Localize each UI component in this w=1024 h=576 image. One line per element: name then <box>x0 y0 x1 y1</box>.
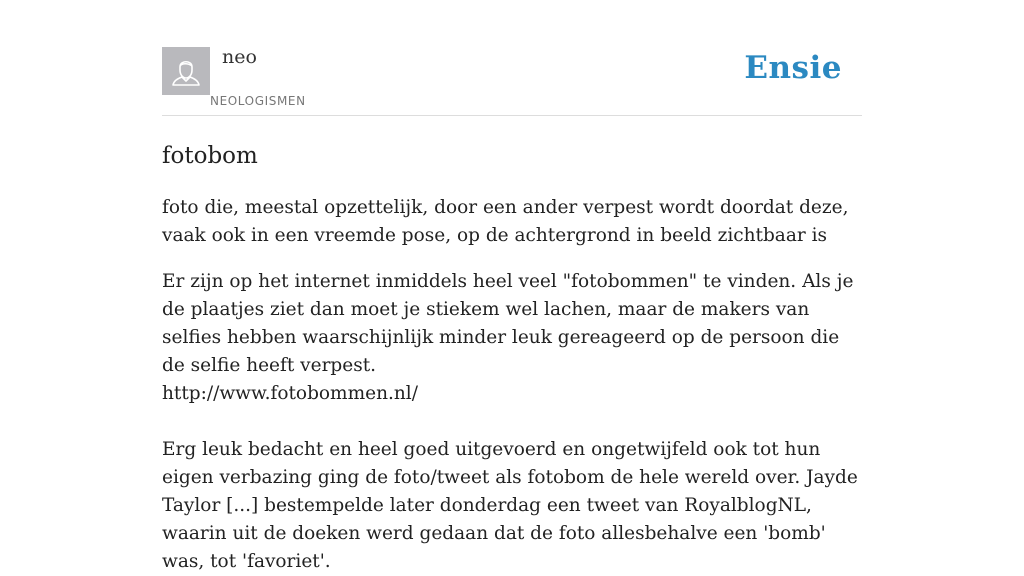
example-paragraph: Er zijn op het internet inmiddels heel veel "fotobommen" te vinden. Als je de plaatjes ziet dan moet je stiekem wel lachen, maar de makers van selfies hebben waarschijnlijk minder leuk gereageerd op de persoon die de selfie heeft verpest. <box>162 271 854 376</box>
entry-definition: foto die, meestal opzettelijk, door een ander verpest wordt doordat deze, vaak ook in een vreemde pose, op de achtergrond in beeld zichtbaar is <box>162 197 849 246</box>
brand-logo[interactable]: Ensie <box>744 50 842 86</box>
author-name-link[interactable]: neo <box>222 46 257 68</box>
category-label[interactable]: NEOLOGISMEN <box>210 94 306 108</box>
card-header <box>162 0 862 116</box>
example-paragraph: Erg leuk bedacht en heel goed uitgevoerd en ongetwijfeld ook tot hun eigen verbazing ging de foto/tweet als fotobom de hele wereld over. Jayde Taylor [...] bestempelde later donderdag een tweet van RoyalblogNL, waarin uit de doeken werd gedaan dat de foto allesbehalve een 'bomb' was, tot 'favoriet'. <box>162 439 858 572</box>
entry-example <box>162 268 862 576</box>
user-silhouette-icon <box>162 47 210 95</box>
definition-card <box>162 0 862 572</box>
avatar[interactable] <box>162 47 210 95</box>
entry-word: fotobom <box>162 143 258 169</box>
paragraph-spacer <box>162 408 862 436</box>
example-link[interactable]: http://www.fotobommen.nl/ <box>162 383 418 404</box>
